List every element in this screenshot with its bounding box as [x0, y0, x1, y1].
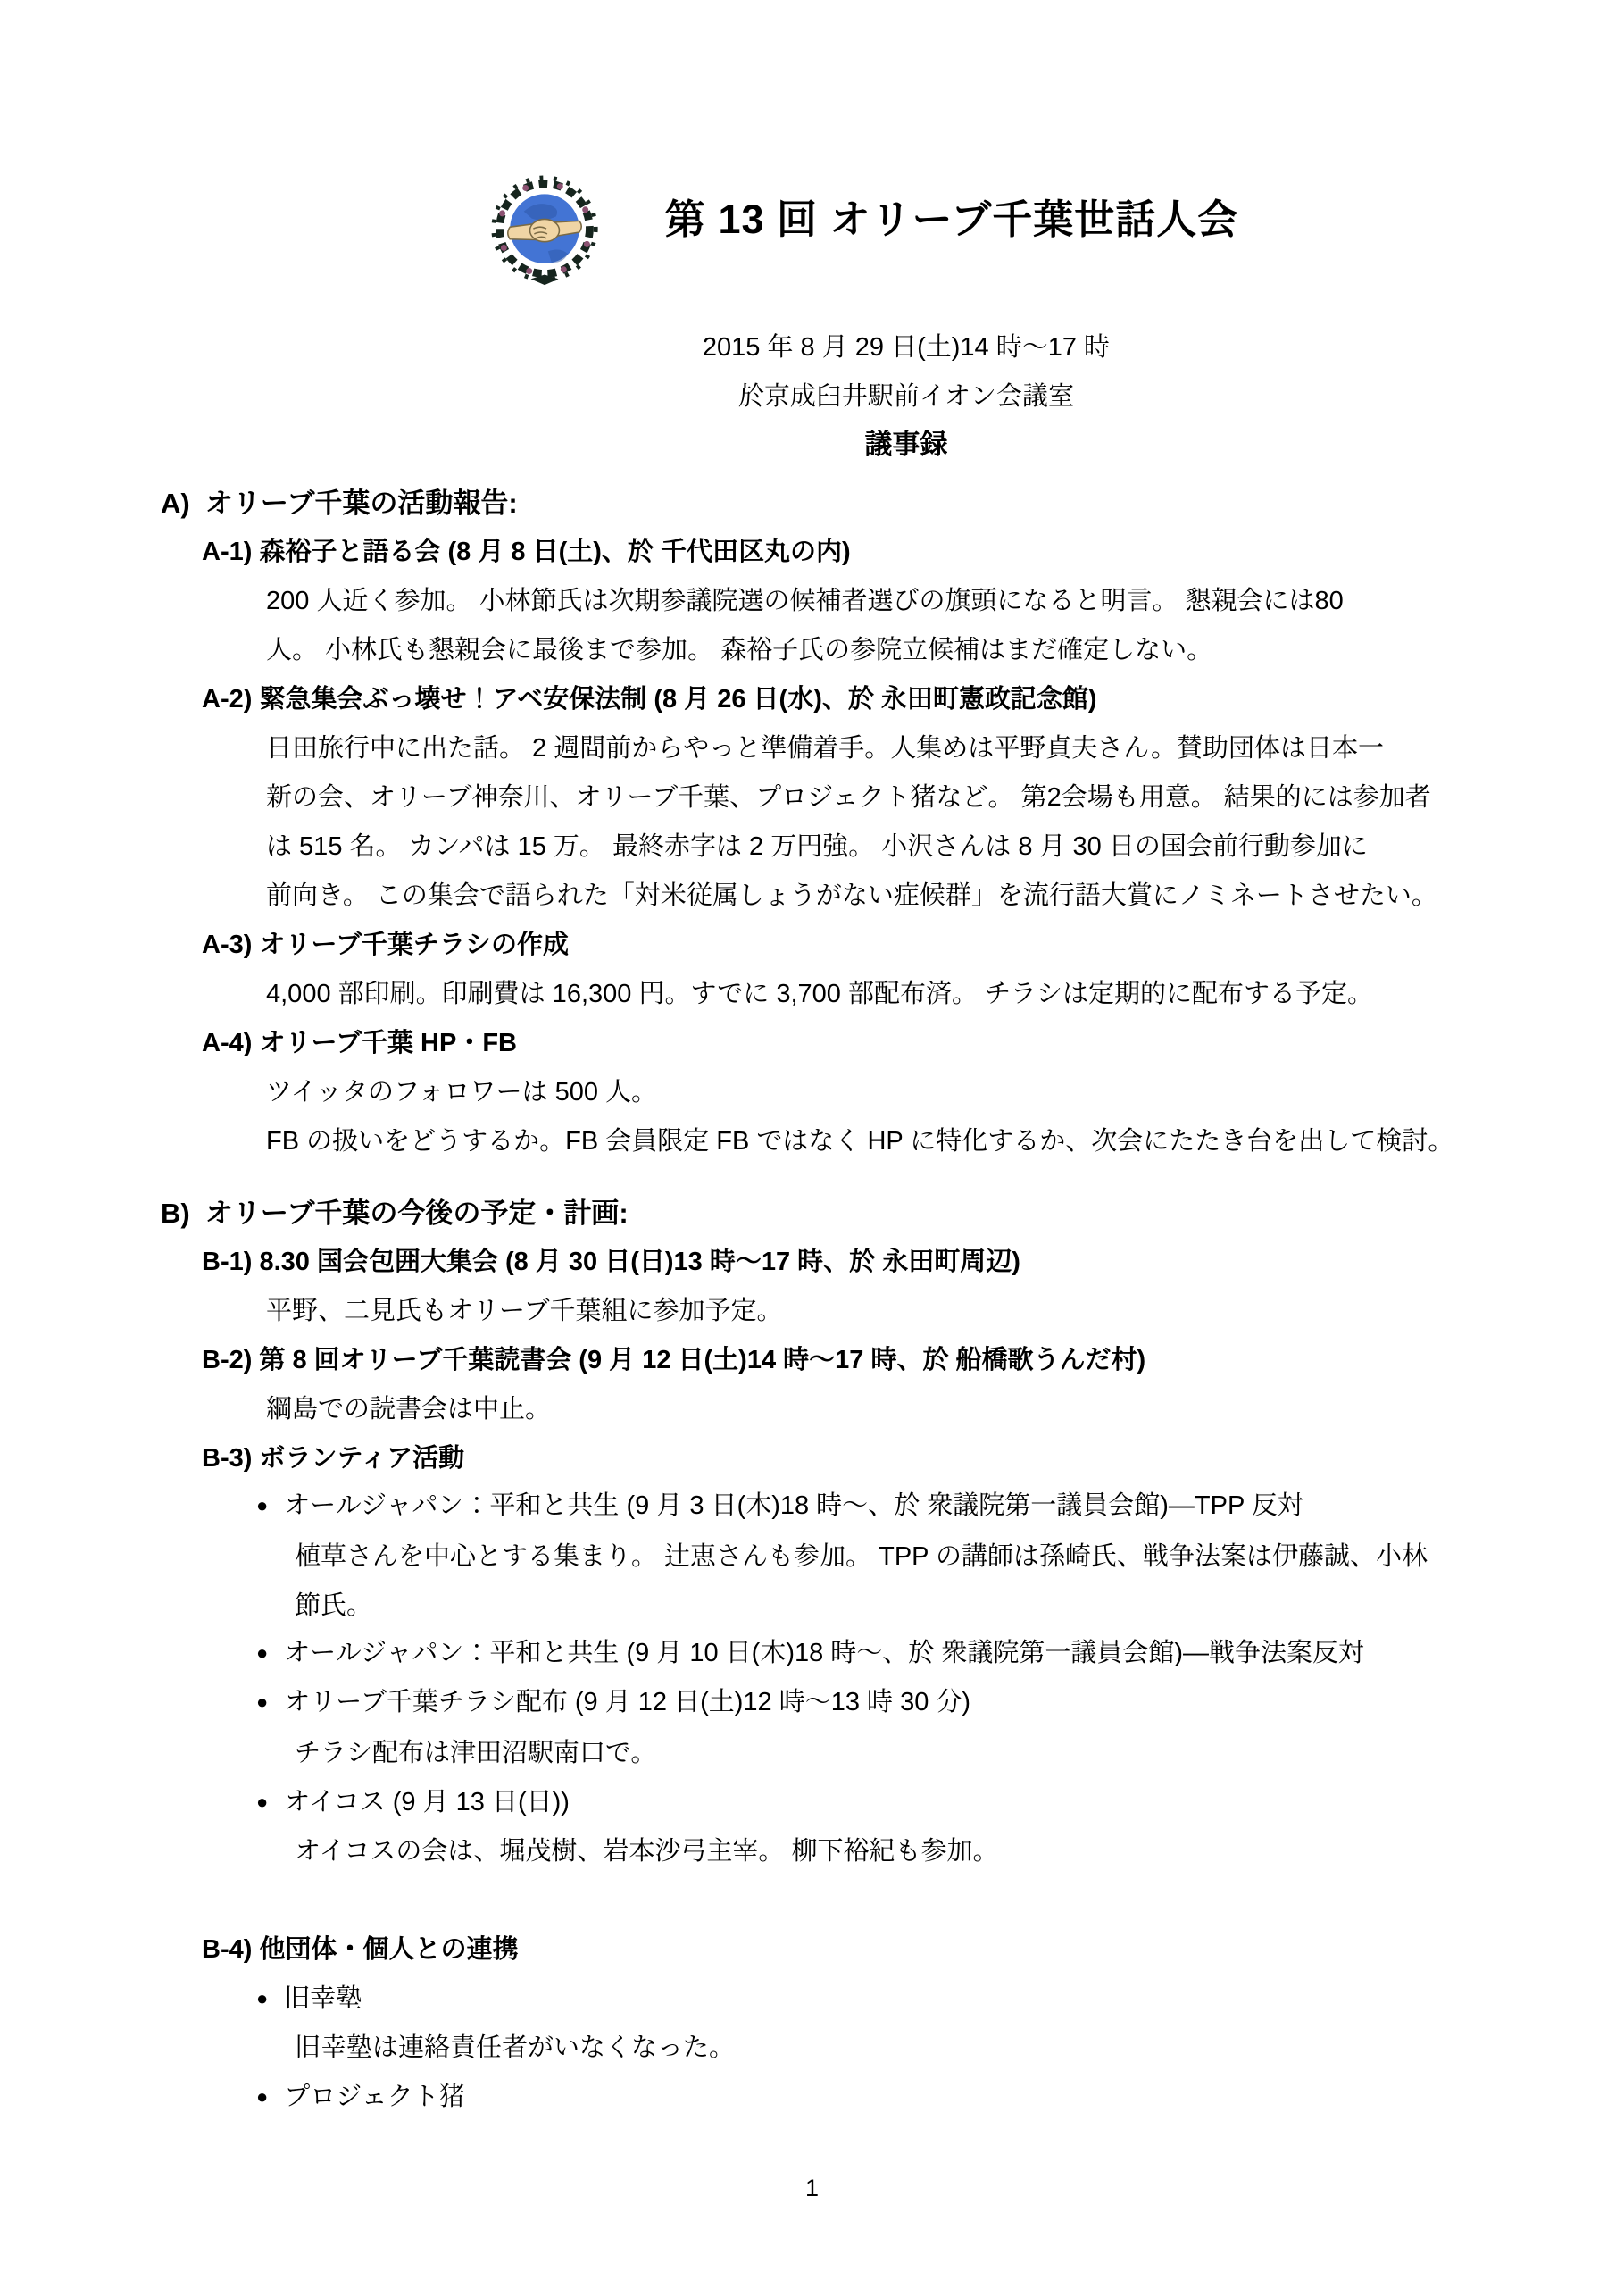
page-title: 第 13 回 オリーブ千葉世話人会 — [665, 196, 1239, 242]
list-item — [256, 1786, 570, 1818]
list-item — [256, 1490, 1303, 1522]
meeting-datetime: 2015 年 8 月 29 日(土)14 時～17 時 — [702, 333, 1111, 362]
body-line: 前向き。 この集会で語られた「対米従属しょうがない症候群」を流行語大賞にノミネートさせたい。 — [266, 881, 1437, 910]
doc-type-label: 議事録 — [864, 429, 948, 460]
bullet-label: 旧幸塾 — [284, 1984, 362, 2013]
bullet-icon: ● — [256, 1791, 269, 1813]
list-item — [256, 1686, 970, 1718]
body-line: 人。 小林氏も懇親会に最後まで参加。 森裕子氏の参院立候補はまだ確定しない。 — [266, 636, 1213, 664]
bullet-label: プロジェクト猪 — [284, 2083, 465, 2111]
note-line: 植草さんを中心とする集まり。 辻恵さんも参加。 TPP の講師は孫崎氏、戦争法案は伊藤誠、小林 — [295, 1542, 1428, 1571]
page-number: 1 — [804, 2175, 820, 2201]
subsection-b3-heading: B-3) ボランティア活動 — [202, 1444, 465, 1473]
body-line: 綱島での読書会は中止。 — [266, 1395, 552, 1424]
body-line: FB の扱いをどうするか。FB 会員限定 FB ではなく HP に特化するか、次会にたたき台を出して検討。 — [266, 1127, 1454, 1156]
note-line: 旧幸塾は連絡責任者がいなくなった。 — [295, 2033, 736, 2062]
subsection-a3-heading: A-3) オリーブ千葉チラシの作成 — [202, 931, 569, 959]
body-line: ツイッタのフォロワーは 500 人。 — [266, 1078, 658, 1106]
bullet-icon: ● — [256, 1987, 269, 2009]
subsection-b1-heading: B-1) 8.30 国会包囲大集会 (8 月 30 日(日)13 時～17 時、於 永田町周辺) — [202, 1248, 1020, 1276]
bullet-label: オールジャパン：平和と共生 (9 月 10 日(木)18 時～、於 衆議院第一議員会館)—戦争法案反対 — [284, 1639, 1365, 1667]
body-line: 日田旅行中に出た話。 2 週間前からやっと準備着手。人集めは平野貞夫さん。賛助団体は日本一 — [266, 734, 1384, 763]
body-line: 4,000 部印刷。印刷費は 16,300 円。すでに 3,700 部配布済。 チラシは定期的に配布する予定。 — [266, 980, 1374, 1008]
subsection-a2-heading: A-2) 緊急集会ぶっ壊せ！アベ安保法制 (8 月 26 日(水)、於 永田町憲政記念館) — [202, 685, 1097, 714]
list-item — [256, 2081, 465, 2113]
body-line: 新の会、オリーブ神奈川、オリーブ千葉、プロジェクト猪など。 第2会場も用意。 結果的には参加者 — [266, 783, 1431, 812]
body-line: 平野、二見氏もオリーブ千葉組に参加予定。 — [266, 1297, 783, 1325]
body-line: 200 人近く参加。 小林節氏は次期参議院選の候補者選びの旗頭になると明言。 懇親会には80 — [266, 587, 1344, 615]
body-line: は 515 名。 カンパは 15 万。 最終赤字は 2 万円強。 小沢さんは 8 月 30 日の国会前行動参加に — [266, 832, 1368, 861]
bullet-label: オールジャパン：平和と共生 (9 月 3 日(木)18 時～、於 衆議院第一議員会館)—TPP 反対 — [284, 1491, 1303, 1520]
note-line: チラシ配布は津田沼駅南口で。 — [295, 1739, 657, 1767]
meeting-venue: 於京成臼井駅前イオン会議室 — [737, 382, 1075, 411]
section-a-heading: A) オリーブ千葉の活動報告: — [161, 488, 518, 519]
bullet-icon: ● — [256, 1641, 269, 1664]
subsection-a1-heading: A-1) 森裕子と語る会 (8 月 8 日(土)、於 千代田区丸の内) — [202, 538, 851, 566]
subsection-a4-heading: A-4) オリーブ千葉 HP・FB — [202, 1029, 517, 1057]
org-logo — [487, 175, 603, 289]
bullet-icon: ● — [256, 1691, 269, 1713]
section-b-heading: B) オリーブ千葉の今後の予定・計画: — [161, 1198, 629, 1229]
bullet-icon: ● — [256, 1494, 269, 1516]
list-item — [256, 1637, 1364, 1669]
list-item — [256, 1983, 362, 2015]
bullet-label: オリーブ千葉チラシ配布 (9 月 12 日(土)12 時～13 時 30 分) — [284, 1688, 971, 1716]
note-line: 節氏。 — [295, 1591, 373, 1620]
subsection-b2-heading: B-2) 第 8 回オリーブ千葉読書会 (9 月 12 日(土)14 時～17 時、於 船橋歌うんだ村) — [202, 1346, 1146, 1374]
bullet-label: オイコス (9 月 13 日(日)) — [284, 1788, 570, 1816]
bullet-icon: ● — [256, 2085, 269, 2108]
subsection-b4-heading: B-4) 他団体・個人との連携 — [202, 1935, 519, 1964]
note-line: オイコスの会は、堀茂樹、岩本沙弓主宰。 柳下裕紀も参加。 — [295, 1837, 999, 1866]
